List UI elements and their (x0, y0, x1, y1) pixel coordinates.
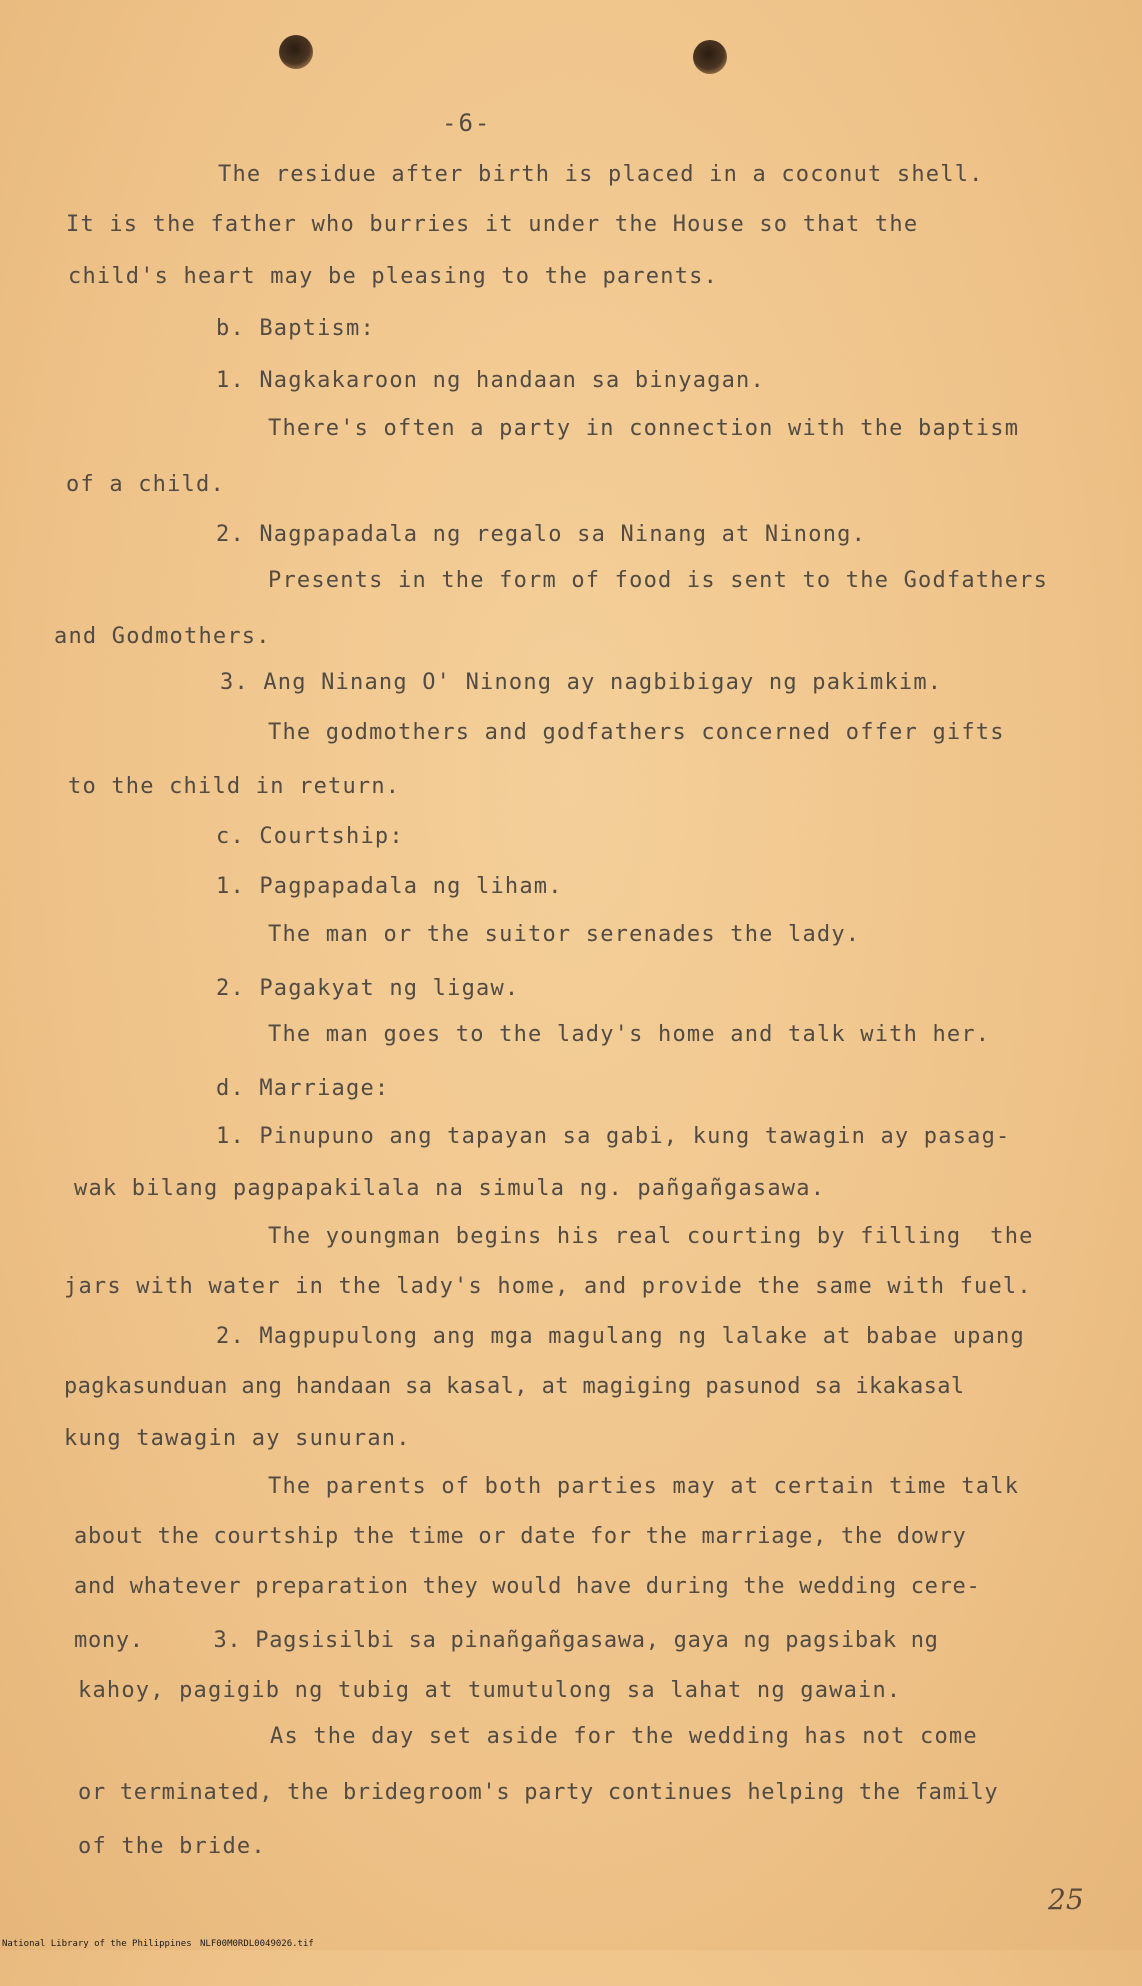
text-line: The parents of both parties may at certain time talk (268, 1474, 1020, 1499)
text-line: of a child. (66, 472, 225, 497)
text-line: 1. Nagkakaroon ng handaan sa binyagan. (216, 368, 765, 393)
text-line: or terminated, the bridegroom's party continues helping the family (78, 1780, 999, 1805)
text-line: and Godmothers. (54, 624, 271, 649)
scan-footer (0, 1938, 1142, 1950)
text-line: The youngman begins his real courting by filling the (268, 1224, 1034, 1249)
text-line: 1. Pinupuno ang tapayan sa gabi, kung tawagin ay pasag- (216, 1124, 1011, 1149)
text-line: kung tawagin ay sunuran. (64, 1426, 411, 1451)
text-line: 2. Pagakyat ng ligaw. (216, 976, 520, 1001)
text-line: to the child in return. (68, 774, 401, 799)
text-line: The godmothers and godfathers concerned offer gifts (268, 720, 1005, 745)
text-line: The man or the suitor serenades the lady. (268, 922, 861, 947)
text-line: 2. Nagpapadala ng regalo sa Ninang at Ninong. (216, 522, 867, 547)
text-line: child's heart may be pleasing to the parents. (68, 264, 719, 289)
footer-library: National Library of the Philippines (2, 1939, 192, 1949)
text-line: 1. Pagpapadala ng liham. (216, 874, 563, 899)
text-line: b. Baptism: (216, 316, 375, 341)
text-line: As the day set aside for the wedding has not come (270, 1724, 978, 1749)
text-line: pagkasunduan ang handaan sa kasal, at magiging pasunod sa ikakasal (64, 1374, 965, 1399)
page-number: -6- (442, 109, 492, 137)
text-line: 2. Magpupulong ang mga magulang ng lalake at babae upang (216, 1324, 1025, 1349)
text-line: c. Courtship: (216, 824, 404, 849)
text-line: about the courtship the time or date for the marriage, the dowry (74, 1524, 967, 1549)
punch-hole-right (693, 40, 727, 74)
text-line: mony. 3. Pagsisilbi sa pinañgañgasawa, gaya ng pagsibak ng (74, 1628, 939, 1653)
text-line: and whatever preparation they would have during the wedding cere- (74, 1574, 981, 1599)
text-line: d. Marriage: (216, 1076, 390, 1101)
text-line: There's often a party in connection with the baptism (268, 416, 1020, 441)
text-line: kahoy, pagigib ng tubig at tumutulong sa lahat ng gawain. (78, 1678, 902, 1703)
text-line: jars with water in the lady's home, and provide the same with fuel. (64, 1274, 1032, 1299)
text-line: The man goes to the lady's home and talk with her. (268, 1022, 991, 1047)
text-line: It is the father who burries it under the House so that the (66, 212, 919, 237)
text-line: 3. Ang Ninang O' Ninong ay nagbibigay ng pakimkim. (220, 670, 943, 695)
text-line: wak bilang pagpapakilala na simula ng. pañgañgasawa. (74, 1176, 826, 1201)
punch-hole-left (279, 35, 313, 69)
footer-filename: NLF00M0RDL0049026.tif (200, 1939, 314, 1949)
handwritten-page-number: 25 (1048, 1883, 1084, 1916)
text-line: The residue after birth is placed in a coconut shell. (218, 162, 984, 187)
text-line: Presents in the form of food is sent to the Godfathers (268, 568, 1049, 593)
text-line: of the bride. (78, 1834, 266, 1859)
